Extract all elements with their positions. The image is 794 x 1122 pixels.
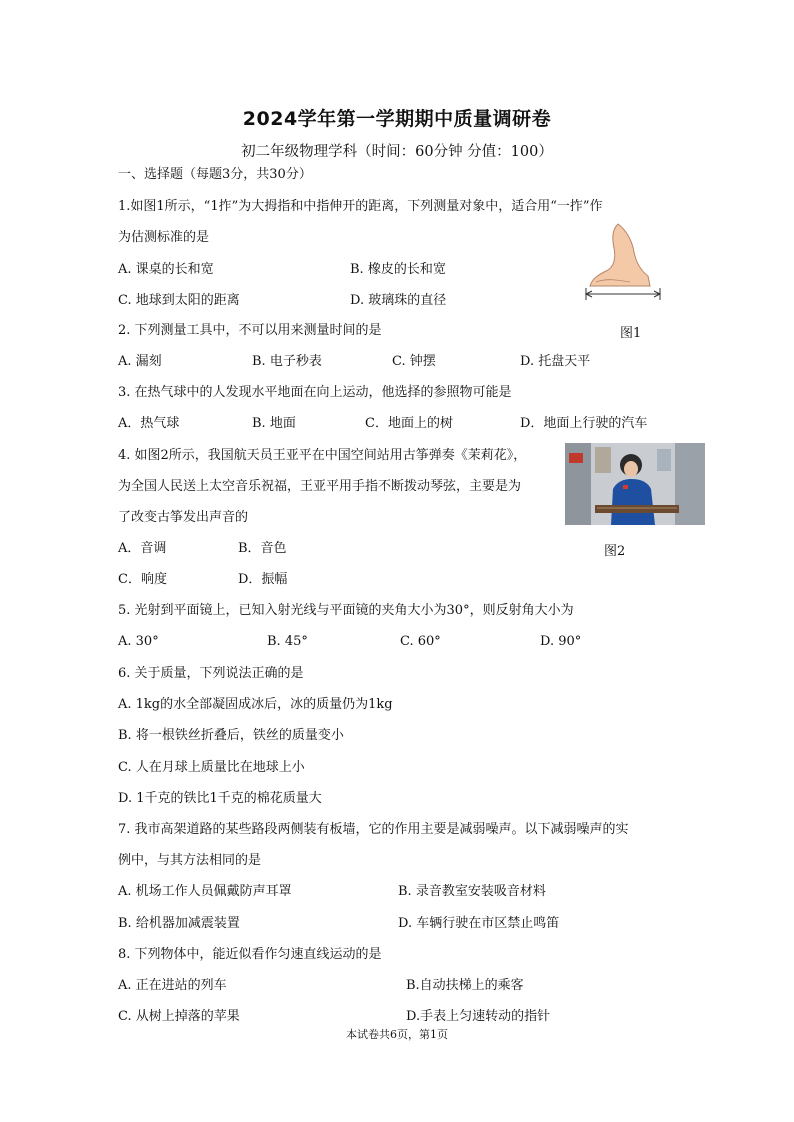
q2-stem: 2. 下列测量工具中，不可以用来测量时间的是	[118, 323, 382, 338]
q7-option-d: D. 车辆行驶在市区禁止鸣笛	[398, 916, 560, 931]
q7-stem-line1: 7. 我市高架道路的某些路段两侧装有板墙，它的作用主要是减弱噪声。以下减弱噪声的实	[118, 822, 629, 837]
q3-stem: 3. 在热气球中的人发现水平地面在向上运动，他选择的参照物可能是	[118, 385, 512, 400]
q4-option-d: D．振幅	[238, 572, 288, 587]
q6-option-d: D. 1千克的铁比1千克的棉花质量大	[118, 791, 322, 806]
q3-option-b: B. 地面	[252, 416, 296, 431]
q7-option-a: A. 机场工作人员佩戴防声耳罩	[118, 884, 292, 899]
q6-option-c: C. 人在月球上质量比在地球上小	[118, 760, 305, 775]
q1-stem-line1: 1.如图1所示，“1拃”为大拇指和中指伸开的距离，下列测量对象中，适合用“一拃”作	[118, 199, 603, 214]
section-heading: 一、选择题（每题3分，共30分）	[118, 167, 312, 182]
q8-option-d: D.手表上匀速转动的指针	[406, 1009, 551, 1024]
q6-option-b: B. 将一根铁丝折叠后，铁丝的质量变小	[118, 728, 344, 743]
q2-option-d: D. 托盘天平	[520, 354, 591, 369]
q7-stem-line2: 例中，与其方法相同的是	[118, 853, 262, 868]
figure-1-hand-span-image	[578, 222, 668, 302]
q2-option-a: A. 漏刻	[118, 354, 162, 369]
q4-stem-line1: 4. 如图2所示，我国航天员王亚平在中国空间站用古筝弹奏《茉莉花》，	[118, 448, 527, 463]
q5-stem: 5. 光射到平面镜上，已知入射光线与平面镜的夹角大小为30°，则反射角大小为	[118, 603, 574, 618]
q3-option-d: D．地面上行驶的汽车	[520, 416, 648, 431]
q5-option-b: B. 45°	[267, 634, 308, 649]
q6-stem: 6. 关于质量，下列说法正确的是	[118, 666, 304, 681]
q4-option-c: C．响度	[118, 572, 167, 587]
figure-2-caption: 图2	[604, 544, 626, 559]
q1-option-d: D. 玻璃珠的直径	[350, 293, 447, 308]
q4-option-b: B．音色	[238, 541, 287, 556]
q7-option-b: B. 录音教室安装吸音材料	[398, 884, 546, 899]
q6-option-a: A. 1kg的水全部凝固成冰后，冰的质量仍为1kg	[118, 697, 393, 712]
q8-stem: 8. 下列物体中，能近似看作匀速直线运动的是	[118, 947, 382, 962]
q3-option-c: C．地面上的树	[365, 416, 453, 431]
q5-option-a: A. 30°	[118, 634, 159, 649]
q4-stem-line2: 为全国人民送上太空音乐祝福，王亚平用手指不断拨动琴弦，主要是为	[118, 479, 522, 494]
q8-option-a: A. 正在进站的列车	[118, 978, 227, 993]
q7-option-c: B. 给机器加减震装置	[118, 916, 240, 931]
q8-option-c: C. 从树上掉落的苹果	[118, 1009, 240, 1024]
exam-subtitle: 初二年级物理学科（时间：60分钟 分值：100）	[241, 144, 553, 160]
q4-option-a: A．音调	[118, 541, 167, 556]
q1-option-b: B. 橡皮的长和宽	[350, 262, 446, 277]
q5-option-d: D. 90°	[540, 634, 582, 649]
page-footer: 本试卷共6页，第1页	[346, 1028, 448, 1041]
q1-option-c: C. 地球到太阳的距离	[118, 293, 240, 308]
figure-2-space-station-photo	[565, 443, 705, 525]
q1-option-a: A. 课桌的长和宽	[118, 262, 214, 277]
exam-title: 2024学年第一学期期中质量调研卷	[242, 108, 552, 130]
q4-stem-line3: 了改变古筝发出声音的	[118, 510, 249, 525]
q1-stem-line2: 为估测标准的是	[118, 230, 210, 245]
q2-option-c: C. 钟摆	[392, 354, 436, 369]
q3-option-a: A．热气球	[118, 416, 180, 431]
q5-option-c: C. 60°	[400, 634, 441, 649]
q2-option-b: B. 电子秒表	[252, 354, 322, 369]
q8-option-b: B.自动扶梯上的乘客	[406, 978, 524, 993]
figure-1-caption: 图1	[620, 326, 642, 341]
